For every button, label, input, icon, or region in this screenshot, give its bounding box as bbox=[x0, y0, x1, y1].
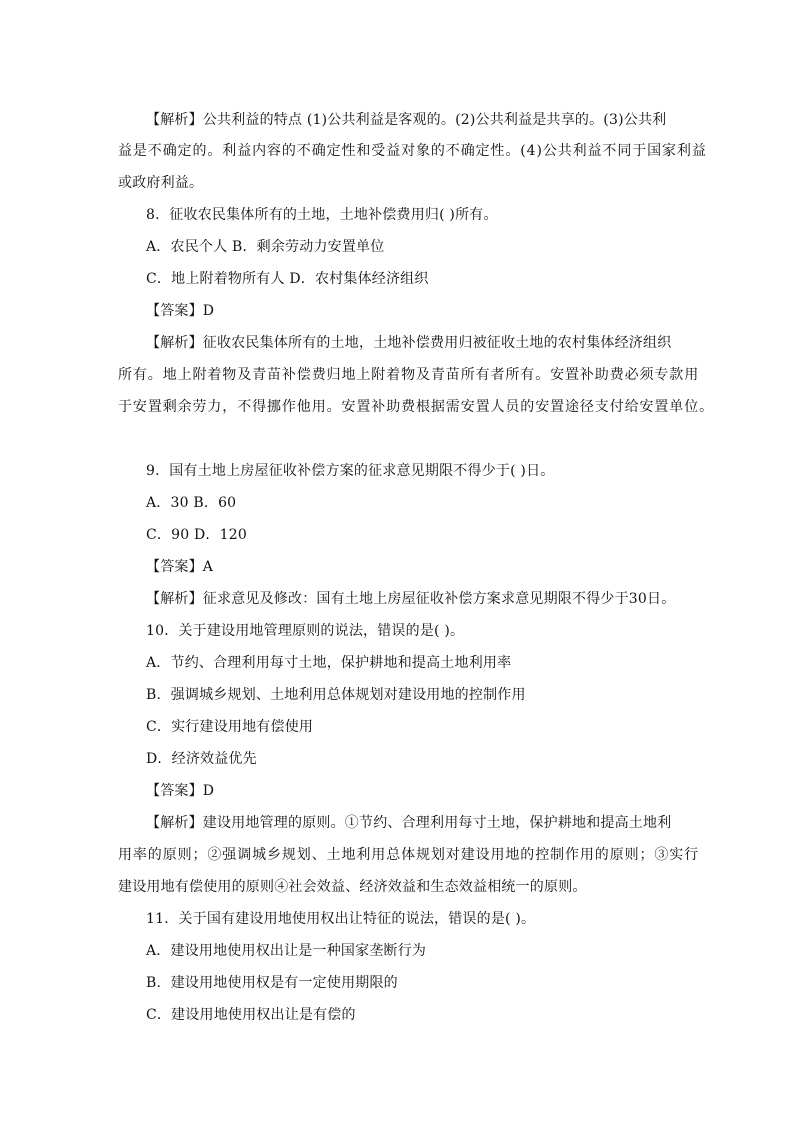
q8-options-cd: C．地上附着物所有人 D．农村集体经济组织 bbox=[146, 271, 429, 287]
q11-option-c: C．建设用地使用权出让是有偿的 bbox=[146, 1007, 356, 1023]
q10-answer: 【答案】D bbox=[146, 783, 215, 799]
analysis-q7-line-2: 益是不确定的。利益内容的不确定性和受益对象的不确定性。(4)公共利益不同于国家利益 bbox=[118, 143, 707, 159]
q10-option-d: D．经济效益优先 bbox=[146, 751, 257, 767]
analysis-q8-line-1: 【解析】征收农民集体所有的土地，土地补偿费用归被征收土地的农村集体经济组织 bbox=[146, 335, 672, 351]
question-9: 9．国有土地上房屋征收补偿方案的征求意见期限不得少于( )日。 bbox=[146, 463, 555, 479]
q9-options-ab: A．30 B．60 bbox=[146, 495, 237, 511]
analysis-q7-line-1: 【解析】公共利益的特点 (1)公共利益是客观的。(2)公共利益是共享的。(3)公共利 bbox=[146, 112, 667, 128]
q11-option-b: B．建设用地使用权是有一定使用期限的 bbox=[146, 975, 398, 991]
analysis-q7-line-3: 或政府利益。 bbox=[118, 175, 204, 191]
question-10: 10．关于建设用地管理原则的说法，错误的是( )。 bbox=[146, 623, 465, 639]
q10-option-a: A．节约、合理利用每寸土地，保护耕地和提高土地利用率 bbox=[146, 655, 512, 671]
q11-option-a: A．建设用地使用权出让是一种国家垄断行为 bbox=[146, 943, 427, 959]
q9-options-cd: C．90 D．120 bbox=[146, 527, 247, 543]
analysis-q8-line-3: 于安置剩余劳力，不得挪作他用。安置补助费根据需安置人员的安置途径支付给安置单位。 bbox=[118, 399, 714, 415]
q9-answer: 【答案】A bbox=[146, 559, 214, 575]
question-8: 8．征收农民集体所有的土地，土地补偿费用归( )所有。 bbox=[146, 207, 498, 223]
analysis-q10-line-2: 用率的原则；②强调城乡规划、土地利用总体规划对建设用地的控制作用的原则；③实行 bbox=[118, 847, 700, 863]
analysis-q10-line-3: 建设用地有偿使用的原则④社会效益、经济效益和生态效益相统一的原则。 bbox=[118, 879, 587, 895]
q10-option-c: C．实行建设用地有偿使用 bbox=[146, 719, 314, 735]
analysis-q10-line-1: 【解析】建设用地管理的原则。①节约、合理利用每寸土地，保护耕地和提高土地利 bbox=[146, 815, 672, 831]
question-11: 11．关于国有建设用地使用权出让特征的说法，错误的是( )。 bbox=[146, 911, 536, 927]
analysis-q8-line-2: 所有。地上附着物及青苗补偿费归地上附着物及青苗所有者所有。安置补助费必须专款用 bbox=[118, 367, 700, 383]
q8-options-ab: A．农民个人 B．剩余劳动力安置单位 bbox=[146, 239, 385, 255]
q8-answer: 【答案】D bbox=[146, 303, 215, 319]
q10-option-b: B．强调城乡规划、土地利用总体规划对建设用地的控制作用 bbox=[146, 687, 526, 703]
analysis-q9: 【解析】征求意见及修改：国有土地上房屋征收补偿方案求意见期限不得少于30日。 bbox=[146, 591, 676, 607]
